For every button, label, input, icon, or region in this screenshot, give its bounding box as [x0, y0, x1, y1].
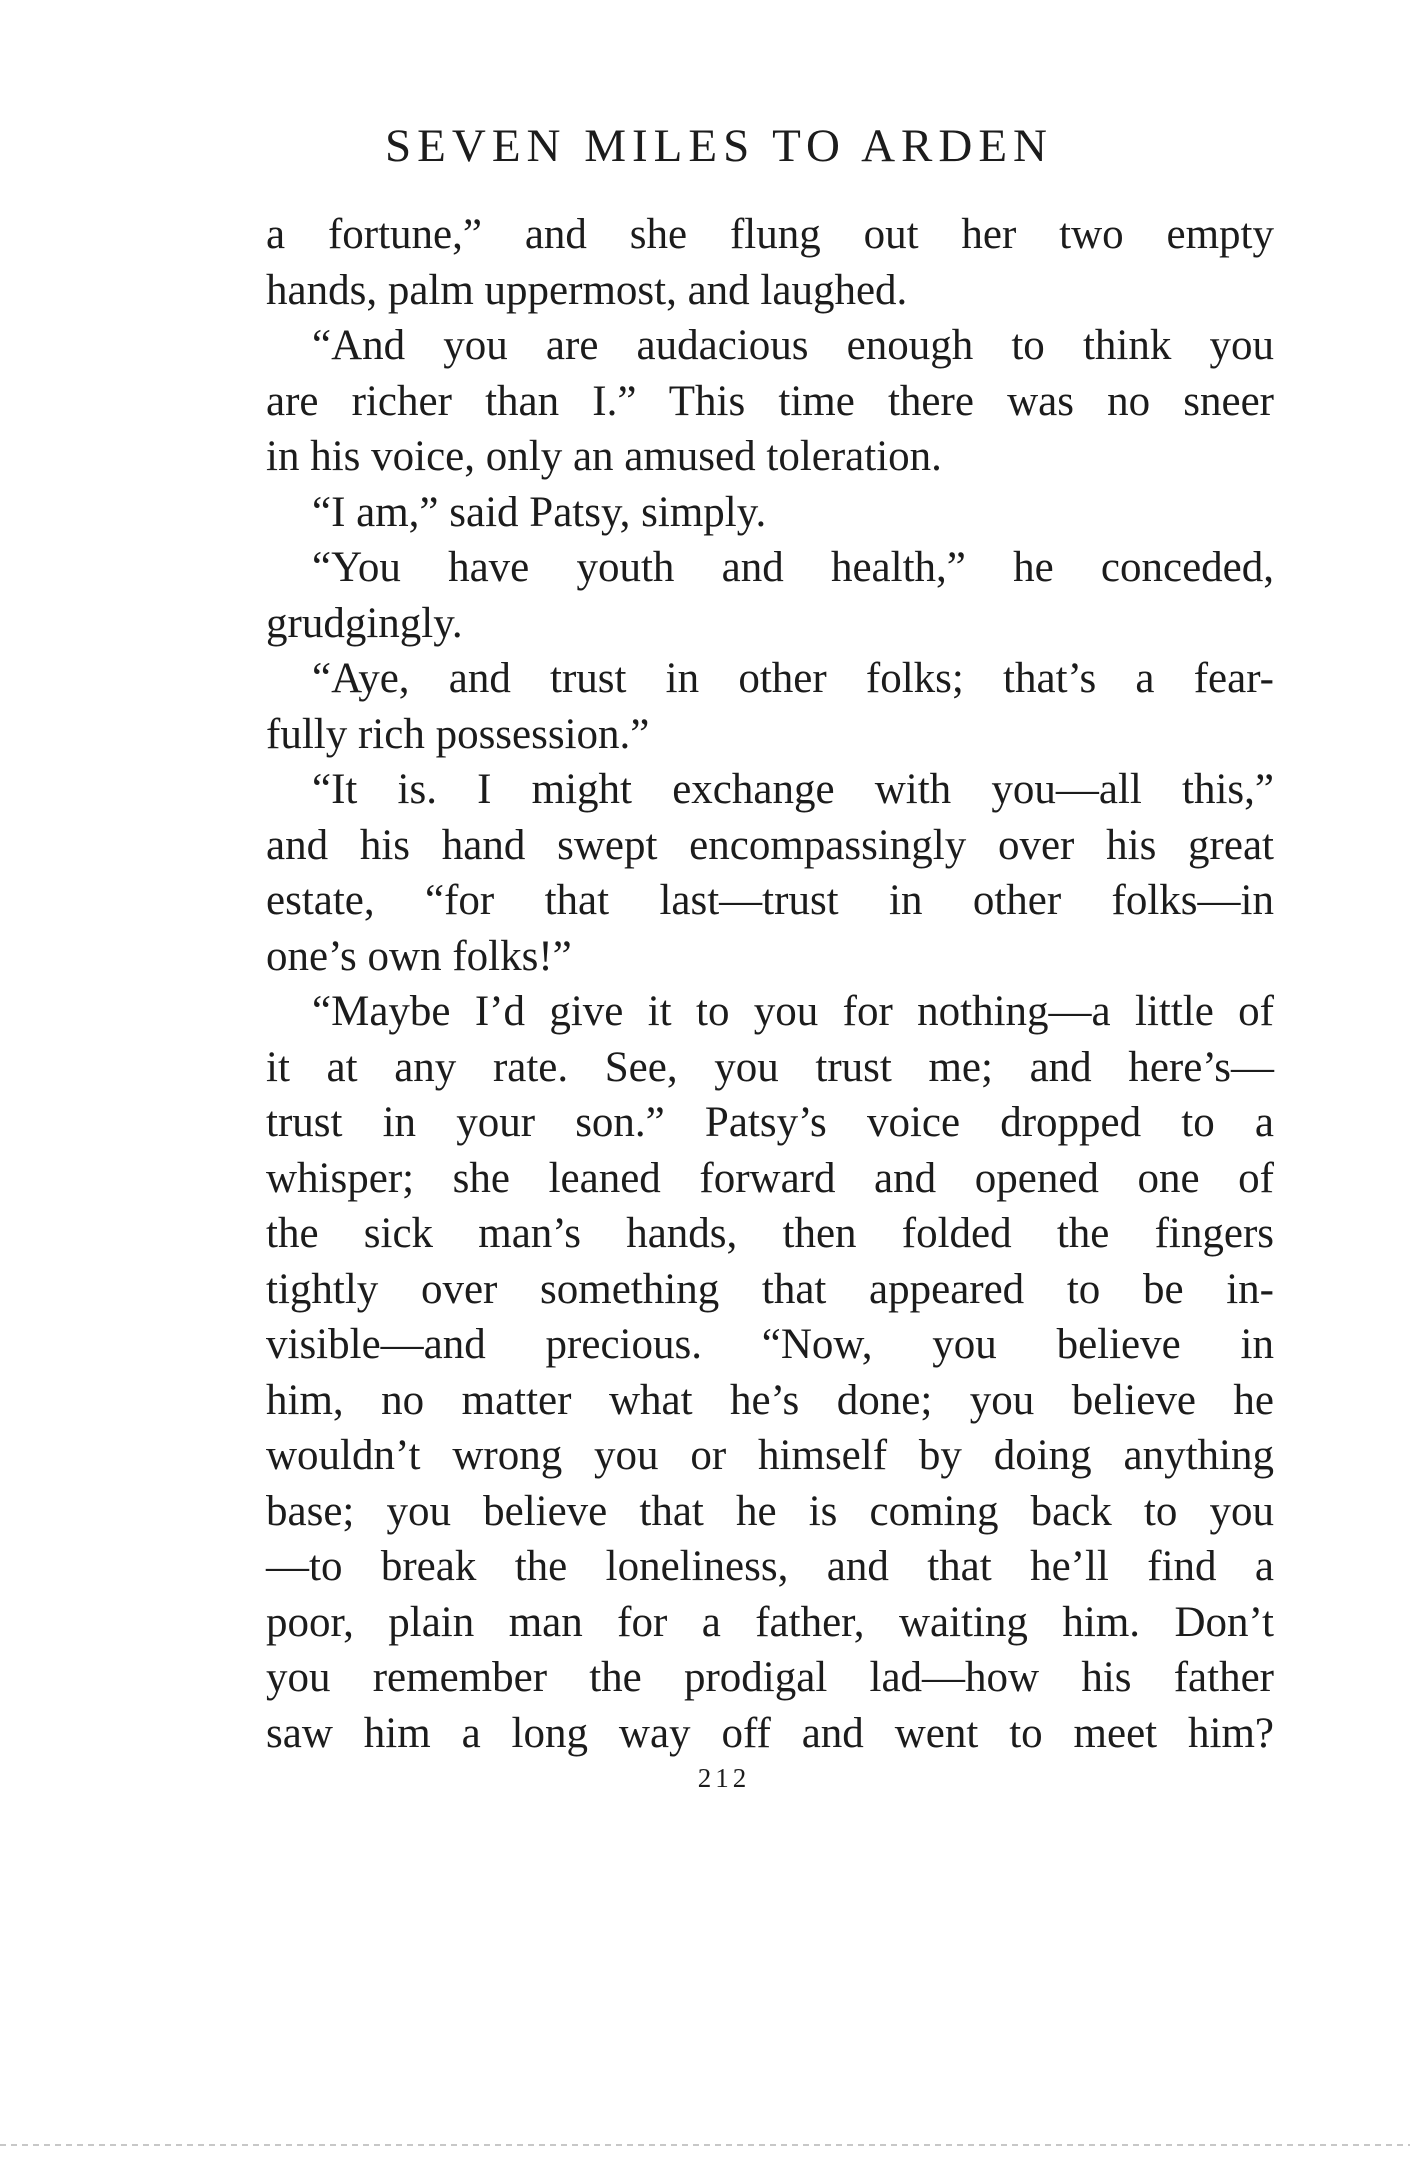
text-line: in his voice, only an amused toleration.: [266, 433, 942, 480]
text-line: “I am,” said Patsy, simply.: [312, 488, 767, 536]
text-line: “Aye, and trust in other folks; that’s a fear-: [312, 655, 1274, 702]
text-line: you remember the prodigal lad—how his father: [266, 1654, 1274, 1701]
text-line: and his hand swept encompassingly over his great: [266, 821, 1274, 869]
text-line: poor, plain man for a father, waiting him. Don’t: [266, 1598, 1274, 1646]
body-text: [266, 207, 1274, 1761]
text-line: are richer than I.” This time there was no sneer: [266, 377, 1274, 425]
text-line: saw him a long way off and went to meet him?: [266, 1709, 1274, 1757]
text-line: trust in your son.” Patsy’s voice dropped to a: [266, 1099, 1274, 1146]
text-line: whisper; she leaned forward and opened one of: [266, 1154, 1274, 1202]
text-line: “You have youth and health,” he conceded,: [312, 544, 1274, 591]
text-line: visible—and precious. “Now, you believe in: [266, 1321, 1274, 1368]
text-line: it at any rate. See, you trust me; and here’s—: [266, 1043, 1274, 1091]
text-line: one’s own folks!”: [266, 932, 572, 980]
text-line: the sick man’s hands, then folded the fingers: [266, 1210, 1274, 1257]
text-line: “And you are audacious enough to think you: [312, 322, 1274, 369]
page-number: [0, 1762, 1410, 1794]
text-line: wouldn’t wrong you or himself by doing anything: [266, 1432, 1274, 1479]
running-head: [0, 118, 1410, 174]
running-head-text: SEVEN MILES TO ARDEN: [385, 120, 1053, 172]
text-line: grudgingly.: [266, 599, 463, 647]
text-line: base; you believe that he is coming back to you: [266, 1487, 1274, 1535]
text-line: “It is. I might exchange with you—all this,”: [312, 766, 1274, 813]
page-number-text: 212: [697, 1763, 751, 1793]
text-line: —to break the loneliness, and that he’ll find a: [266, 1543, 1274, 1590]
text-line: a fortune,” and she flung out her two empty: [266, 211, 1274, 258]
text-line: “Maybe I’d give it to you for nothing—a little of: [312, 988, 1274, 1035]
text-line: him, no matter what he’s done; you believe he: [266, 1376, 1274, 1424]
text-line: hands, palm uppermost, and laughed.: [266, 266, 908, 314]
scan-edge-divider: [0, 2144, 1410, 2146]
text-line: tightly over something that appeared to be in-: [266, 1265, 1274, 1313]
text-line: estate, “for that last—trust in other folks—in: [266, 877, 1274, 924]
text-line: fully rich possession.”: [266, 710, 650, 758]
